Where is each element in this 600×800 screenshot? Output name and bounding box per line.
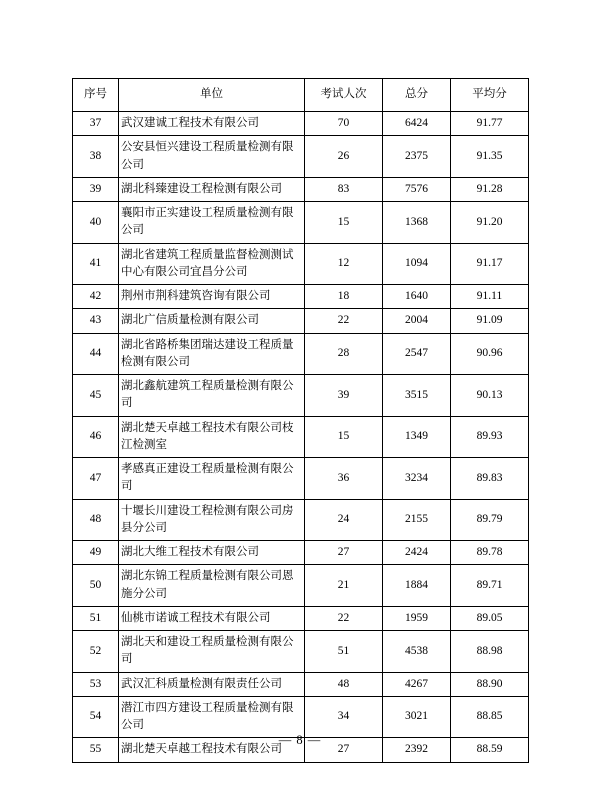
cell-total: 2155 <box>383 499 451 541</box>
cell-count: 26 <box>305 136 383 178</box>
cell-total: 2424 <box>383 541 451 565</box>
cell-avg: 88.90 <box>451 672 529 696</box>
cell-total: 7576 <box>383 177 451 201</box>
cell-count: 15 <box>305 416 383 458</box>
cell-total: 1094 <box>383 243 451 285</box>
cell-avg: 89.05 <box>451 606 529 630</box>
cell-unit: 武汉汇科质量检测有限责任公司 <box>119 672 305 696</box>
column-header-count: 考试人次 <box>305 79 383 112</box>
cell-avg: 91.09 <box>451 309 529 333</box>
cell-seq: 46 <box>73 416 119 458</box>
cell-unit: 湖北广信质量检测有限公司 <box>119 309 305 333</box>
cell-count: 48 <box>305 672 383 696</box>
cell-seq: 43 <box>73 309 119 333</box>
cell-total: 3021 <box>383 696 451 738</box>
table-header-row <box>73 79 529 112</box>
cell-seq: 45 <box>73 375 119 417</box>
cell-seq: 38 <box>73 136 119 178</box>
cell-total: 2547 <box>383 333 451 375</box>
cell-unit: 十堰长川建设工程检测有限公司房县分公司 <box>119 499 305 541</box>
cell-avg: 88.98 <box>451 631 529 673</box>
cell-avg: 89.71 <box>451 565 529 607</box>
cell-total: 1884 <box>383 565 451 607</box>
cell-total: 3234 <box>383 458 451 500</box>
column-header-total: 总分 <box>383 79 451 112</box>
cell-seq: 52 <box>73 631 119 673</box>
cell-seq: 53 <box>73 672 119 696</box>
exam-results-table <box>72 78 529 763</box>
cell-count: 12 <box>305 243 383 285</box>
table-header <box>73 79 529 112</box>
cell-unit: 湖北科臻建设工程检测有限公司 <box>119 177 305 201</box>
cell-avg: 91.28 <box>451 177 529 201</box>
cell-count: 34 <box>305 696 383 738</box>
cell-seq: 40 <box>73 202 119 244</box>
cell-unit: 孝感真正建设工程质量检测有限公司 <box>119 458 305 500</box>
table-row <box>73 606 529 630</box>
table-row <box>73 416 529 458</box>
cell-count: 15 <box>305 202 383 244</box>
cell-total: 3515 <box>383 375 451 417</box>
cell-count: 22 <box>305 606 383 630</box>
table-row <box>73 243 529 285</box>
cell-avg: 90.96 <box>451 333 529 375</box>
cell-avg: 88.59 <box>451 738 529 762</box>
cell-count: 70 <box>305 112 383 136</box>
column-header-unit: 单位 <box>119 79 305 112</box>
cell-total: 1640 <box>383 285 451 309</box>
table-row <box>73 541 529 565</box>
cell-avg: 91.77 <box>451 112 529 136</box>
cell-avg: 91.11 <box>451 285 529 309</box>
cell-seq: 44 <box>73 333 119 375</box>
cell-total: 1349 <box>383 416 451 458</box>
cell-avg: 90.13 <box>451 375 529 417</box>
cell-count: 18 <box>305 285 383 309</box>
table-row <box>73 631 529 673</box>
cell-count: 36 <box>305 458 383 500</box>
cell-total: 4267 <box>383 672 451 696</box>
cell-seq: 41 <box>73 243 119 285</box>
cell-total: 6424 <box>383 112 451 136</box>
cell-avg: 89.79 <box>451 499 529 541</box>
table-row <box>73 112 529 136</box>
cell-unit: 湖北天和建设工程质量检测有限公司 <box>119 631 305 673</box>
table-body <box>73 112 529 763</box>
table-row <box>73 458 529 500</box>
cell-avg: 91.35 <box>451 136 529 178</box>
table-row <box>73 375 529 417</box>
cell-unit: 湖北楚天卓越工程技术有限公司 <box>119 738 305 762</box>
table-row <box>73 696 529 738</box>
cell-total: 4538 <box>383 631 451 673</box>
table-row <box>73 309 529 333</box>
cell-unit: 武汉建诚工程技术有限公司 <box>119 112 305 136</box>
table-row <box>73 565 529 607</box>
cell-avg: 91.20 <box>451 202 529 244</box>
cell-count: 83 <box>305 177 383 201</box>
cell-seq: 55 <box>73 738 119 762</box>
cell-unit: 荆州市荆科建筑咨询有限公司 <box>119 285 305 309</box>
cell-count: 27 <box>305 738 383 762</box>
table-row <box>73 499 529 541</box>
cell-count: 24 <box>305 499 383 541</box>
cell-unit: 湖北大维工程技术有限公司 <box>119 541 305 565</box>
cell-count: 39 <box>305 375 383 417</box>
cell-unit: 湖北东锦工程质量检测有限公司恩施分公司 <box>119 565 305 607</box>
table-row <box>73 202 529 244</box>
cell-total: 1368 <box>383 202 451 244</box>
cell-count: 51 <box>305 631 383 673</box>
table-row <box>73 177 529 201</box>
cell-unit: 湖北楚天卓越工程技术有限公司枝江检测室 <box>119 416 305 458</box>
cell-avg: 88.85 <box>451 696 529 738</box>
cell-unit: 湖北省建筑工程质量监督检测测试中心有限公司宜昌分公司 <box>119 243 305 285</box>
cell-count: 22 <box>305 309 383 333</box>
cell-total: 1959 <box>383 606 451 630</box>
cell-unit: 湖北鑫航建筑工程质量检测有限公司 <box>119 375 305 417</box>
cell-seq: 42 <box>73 285 119 309</box>
cell-seq: 39 <box>73 177 119 201</box>
cell-avg: 89.78 <box>451 541 529 565</box>
cell-count: 28 <box>305 333 383 375</box>
table-row <box>73 672 529 696</box>
cell-unit: 潜江市四方建设工程质量检测有限公司 <box>119 696 305 738</box>
table-row <box>73 333 529 375</box>
cell-unit: 湖北省路桥集团瑞达建设工程质量检测有限公司 <box>119 333 305 375</box>
cell-unit: 仙桃市诺诚工程技术有限公司 <box>119 606 305 630</box>
cell-seq: 51 <box>73 606 119 630</box>
page-number: — 8 — <box>278 733 322 747</box>
cell-total: 2375 <box>383 136 451 178</box>
cell-seq: 37 <box>73 112 119 136</box>
cell-unit: 公安县恒兴建设工程质量检测有限公司 <box>119 136 305 178</box>
table-row <box>73 285 529 309</box>
cell-seq: 50 <box>73 565 119 607</box>
cell-avg: 91.17 <box>451 243 529 285</box>
cell-seq: 49 <box>73 541 119 565</box>
cell-avg: 89.83 <box>451 458 529 500</box>
column-header-avg: 平均分 <box>451 79 529 112</box>
cell-seq: 47 <box>73 458 119 500</box>
cell-total: 2004 <box>383 309 451 333</box>
cell-seq: 48 <box>73 499 119 541</box>
cell-total: 2392 <box>383 738 451 762</box>
column-header-seq: 序号 <box>73 79 119 112</box>
table-row <box>73 136 529 178</box>
cell-seq: 54 <box>73 696 119 738</box>
cell-count: 21 <box>305 565 383 607</box>
cell-unit: 襄阳市正实建设工程质量检测有限公司 <box>119 202 305 244</box>
cell-avg: 89.93 <box>451 416 529 458</box>
cell-count: 27 <box>305 541 383 565</box>
